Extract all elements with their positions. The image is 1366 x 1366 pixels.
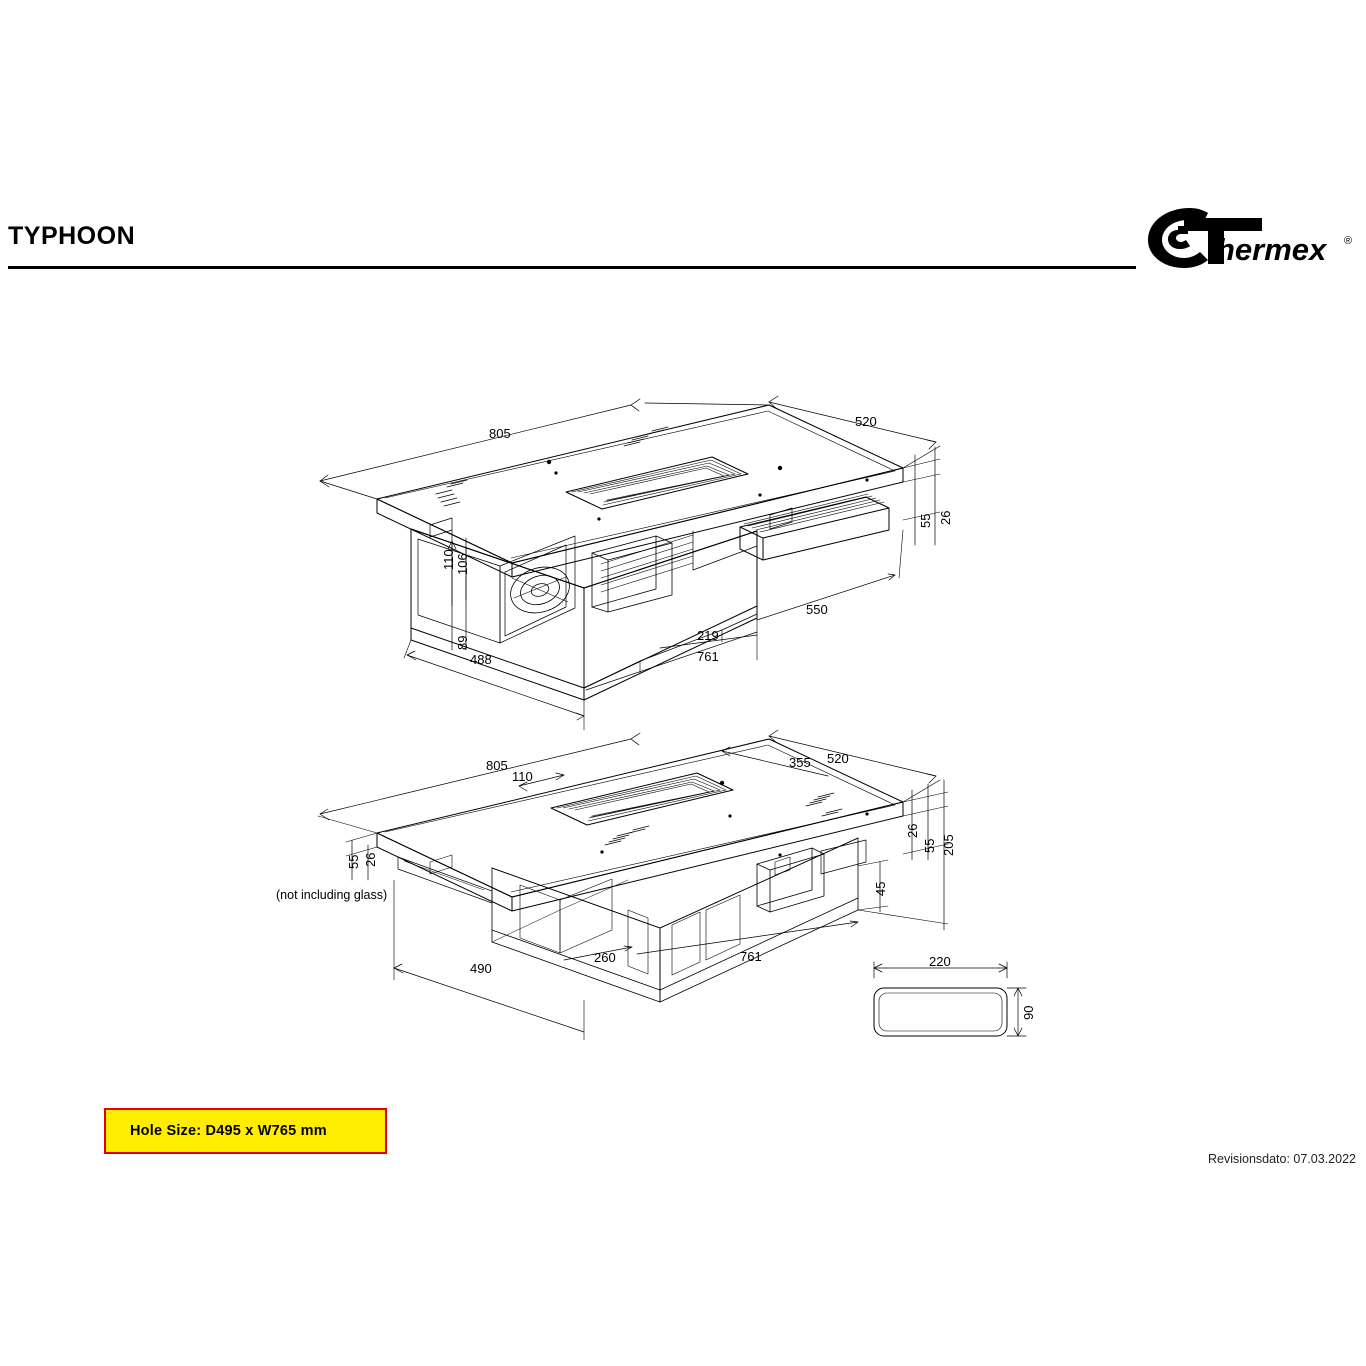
lower-isometric-body xyxy=(377,739,903,1002)
header-divider xyxy=(8,266,1136,269)
dim-bottom-205: 205 xyxy=(941,834,956,856)
dim-top-805: 805 xyxy=(489,426,511,441)
dim-bottom-55-left: 55 xyxy=(346,854,361,869)
dim-bottom-761: 761 xyxy=(740,949,762,964)
page-title: TYPHOON xyxy=(8,222,136,250)
dim-bottom-110: 110 xyxy=(512,769,533,784)
dim-bottom-55-right: 55 xyxy=(922,838,937,853)
dim-duct-90: 90 xyxy=(1021,1005,1036,1020)
dim-top-219: 219 xyxy=(697,628,719,643)
dim-top-488: 488 xyxy=(470,652,492,667)
dim-bottom-520: 520 xyxy=(827,751,849,766)
dim-bottom-26-left: 26 xyxy=(363,852,378,867)
dim-bottom-490: 490 xyxy=(470,961,492,976)
dim-top-89: 89 xyxy=(455,635,470,650)
dim-top-761: 761 xyxy=(697,649,719,664)
svg-text:®: ® xyxy=(1344,235,1353,247)
dim-bottom-355: 355 xyxy=(789,755,811,770)
dim-bottom-45: 45 xyxy=(873,881,888,896)
dim-top-26: 26 xyxy=(938,510,953,525)
upper-view-dimensions xyxy=(320,396,940,730)
thermex-logo xyxy=(1138,200,1358,275)
hole-size-callout xyxy=(104,1108,387,1154)
svg-text:hermex: hermex xyxy=(1216,232,1327,267)
page-header xyxy=(0,0,1366,290)
dim-top-550: 550 xyxy=(806,602,828,617)
revision-date: Revisionsdato: 07.03.2022 xyxy=(1207,1152,1356,1166)
lower-view-dimensions xyxy=(318,730,948,1040)
dim-bottom-26-right: 26 xyxy=(905,823,920,838)
hole-size-text: Hole Size: D495 x W765 mm xyxy=(130,1123,327,1139)
glass-note: (not including glass) xyxy=(276,888,388,902)
dim-top-106: 106 xyxy=(455,553,470,575)
duct-outlet-detail-shape xyxy=(874,962,1026,1036)
dim-duct-220: 220 xyxy=(929,954,951,969)
dim-bottom-805: 805 xyxy=(486,758,508,773)
dim-top-520: 520 xyxy=(855,414,877,429)
dim-bottom-260: 260 xyxy=(594,950,616,965)
dim-top-55: 55 xyxy=(918,513,933,528)
dim-top-110: 110 xyxy=(441,549,456,570)
